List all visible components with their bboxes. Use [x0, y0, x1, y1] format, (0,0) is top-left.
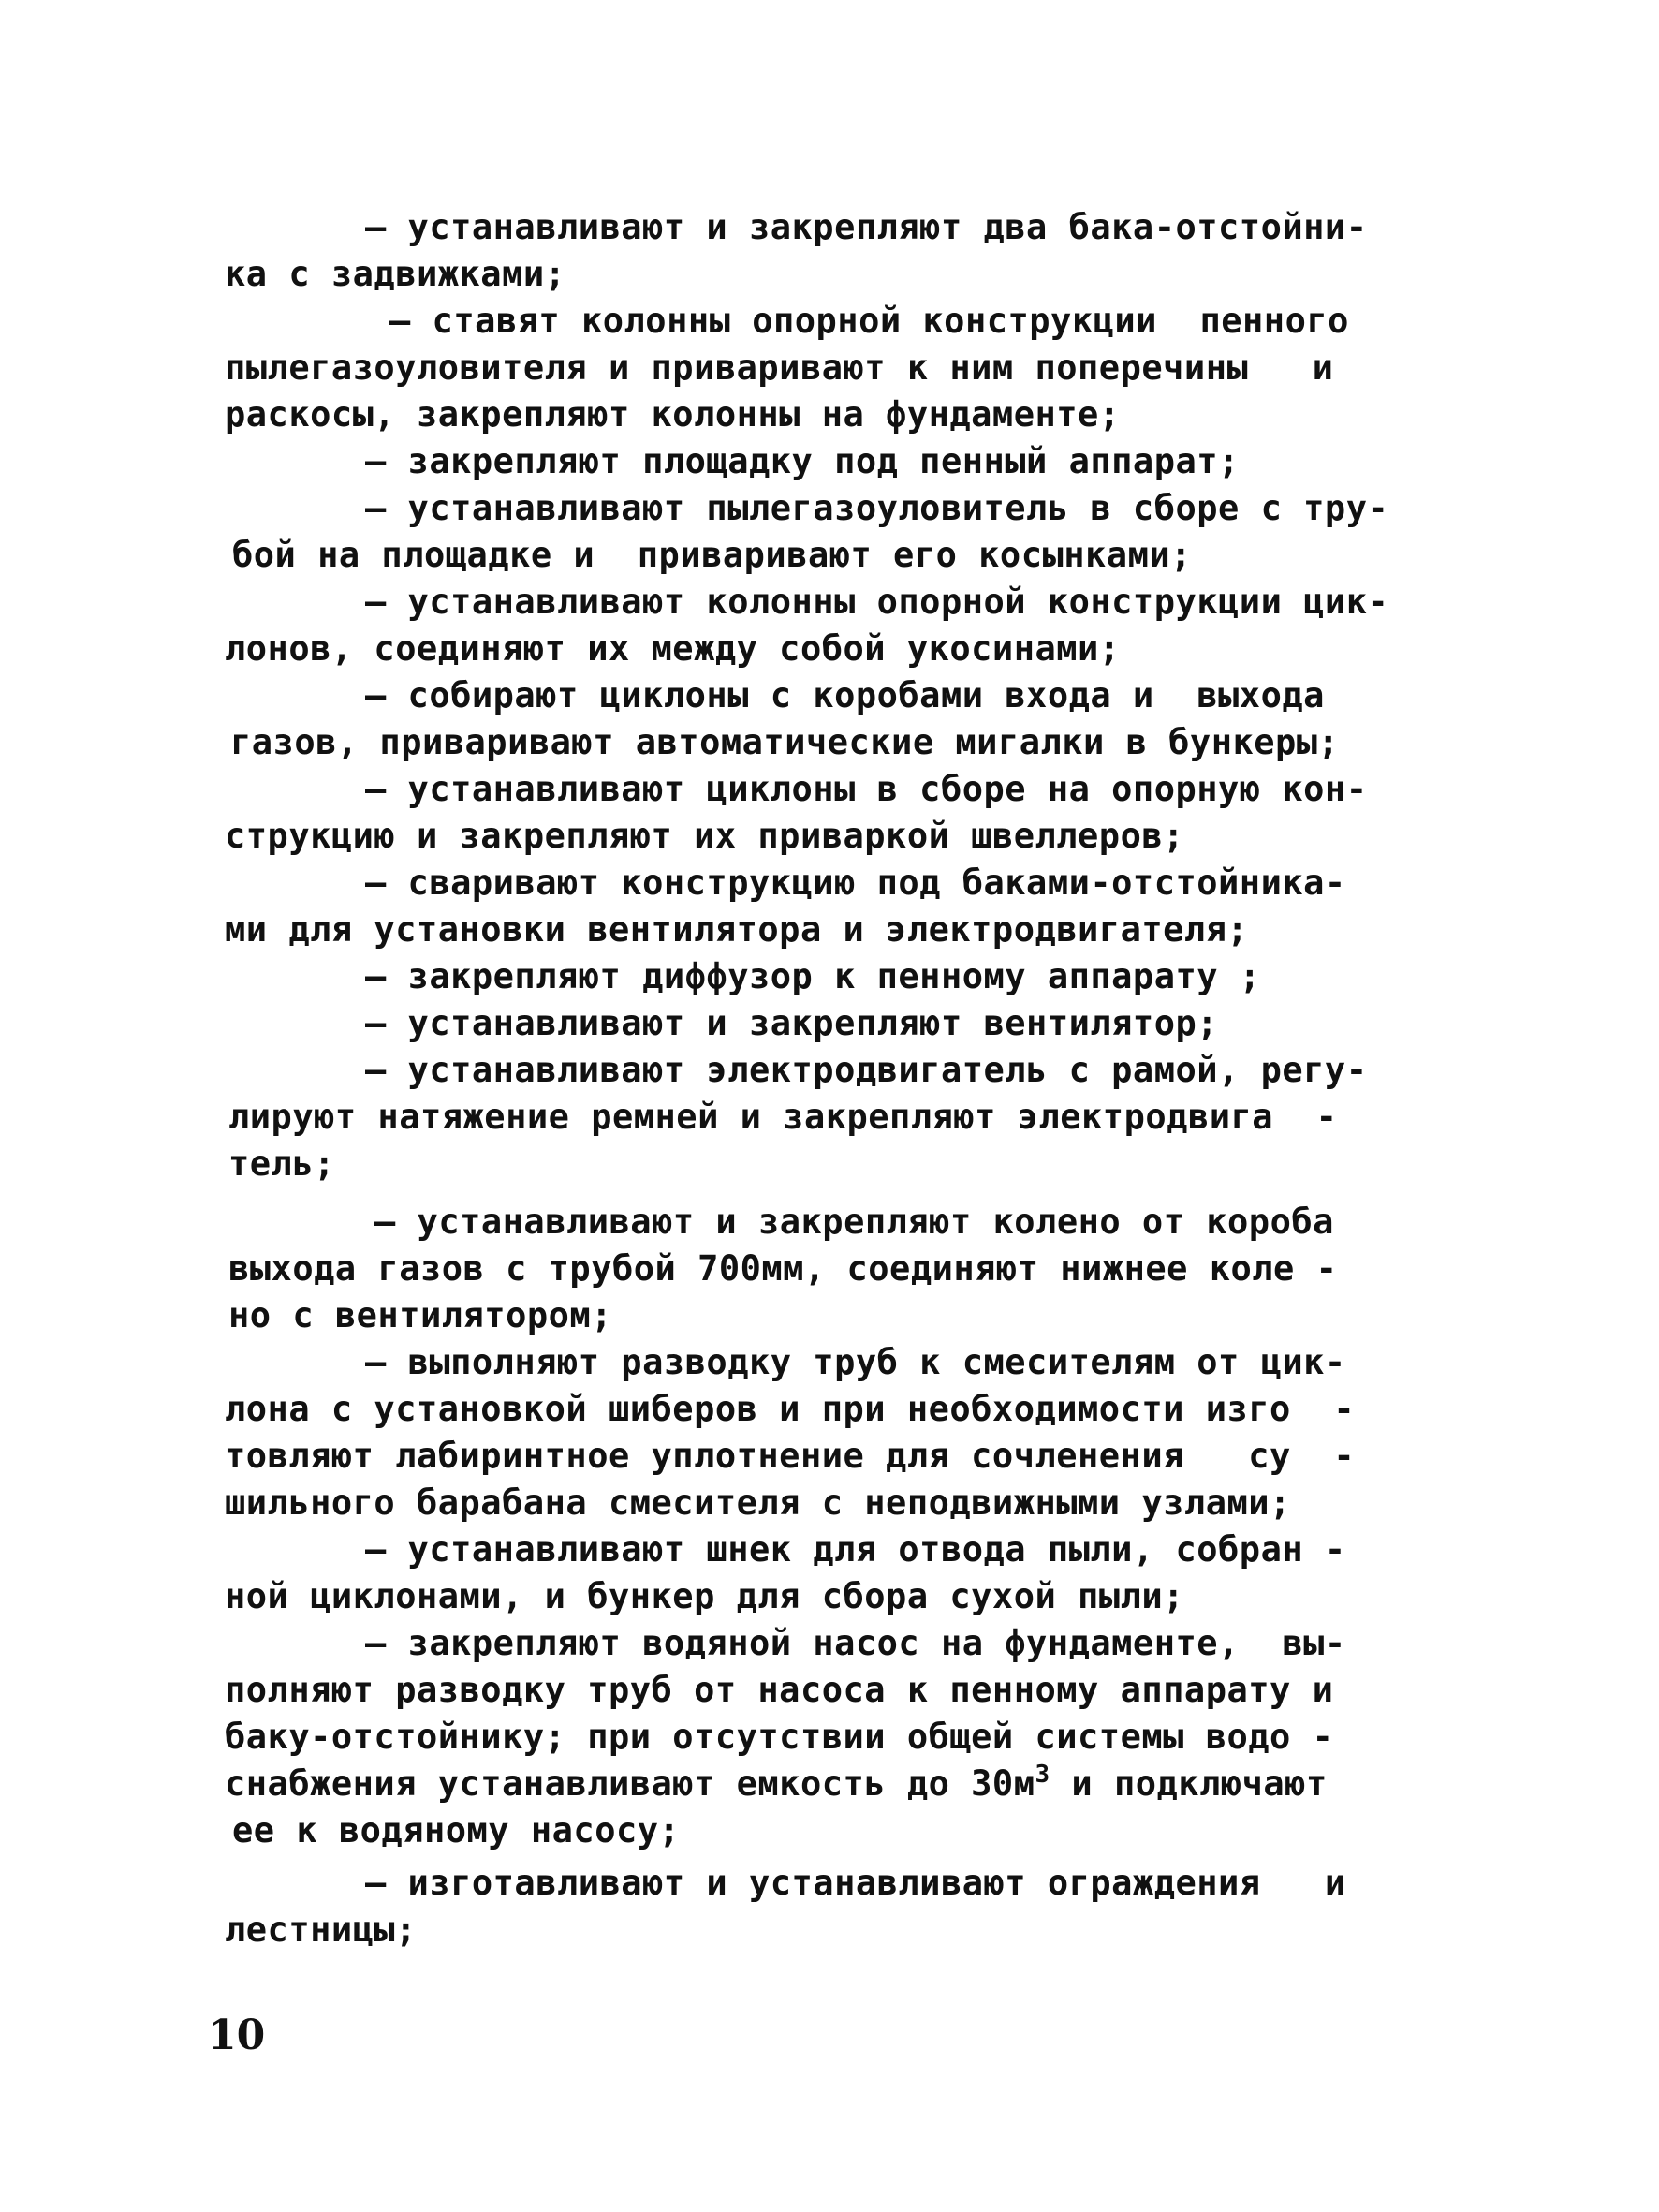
text-line: лестницы; [225, 1910, 417, 1950]
text-line: – закрепляют диффузор к пенному аппарату ; [365, 956, 1261, 996]
text-line: полняют разводку труб от насоса к пенному аппарату и [225, 1670, 1334, 1710]
superscript-exponent: 3 [1035, 1761, 1050, 1789]
text-line: лируют натяжение ремней и закрепляют электродвига - [228, 1097, 1338, 1137]
text-line: – сваривают конструкцию под баками-отстойника- [365, 863, 1346, 903]
text-line: – устанавливают пылегазоуловитель в сборе с тру- [365, 488, 1389, 528]
text-line: ми для установки вентилятора и электродвигателя; [225, 909, 1249, 950]
text-line: ее к водяному насосу; [232, 1810, 681, 1851]
text-line-with-superscript [225, 1761, 1328, 1807]
text-line: газов, приваривают автоматические мигалки в бункеры; [230, 722, 1340, 762]
text-line: – закрепляют водяной насос на фундаменте, вы- [365, 1623, 1346, 1663]
text-line: но с вентилятором; [228, 1295, 612, 1335]
text-line: – устанавливают колонны опорной конструкции цик- [365, 582, 1389, 622]
text-line: ной циклонами, и бункер для сбора сухой пыли; [225, 1576, 1184, 1616]
line-text-tail: и подключают [1050, 1763, 1328, 1804]
text-line: тель; [228, 1143, 335, 1184]
page-number: 10 [208, 2012, 266, 2059]
text-line: выхода газов с трубой 700мм, соединяют нижнее коле - [228, 1248, 1338, 1289]
line-text: снабжения устанавливают емкость до 30м [225, 1763, 1035, 1804]
text-line: – изготавливают и устанавливают ограждения и [365, 1863, 1346, 1903]
text-line: – выполняют разводку труб к смесителям от цик- [365, 1342, 1346, 1382]
text-line: – собирают циклоны с коробами входа и выхода [365, 675, 1325, 715]
text-line: – устанавливают и закрепляют два бака-отстойни- [365, 207, 1368, 247]
text-line: – устанавливают и закрепляют вентилятор; [365, 1003, 1219, 1043]
text-line: – устанавливают электродвигатель с рамой, регу- [365, 1050, 1368, 1090]
text-line: лонов, соединяют их между собой укосинами; [225, 628, 1121, 669]
text-line: товляют лабиринтное уплотнение для сочленения су - [225, 1436, 1356, 1476]
text-line: – устанавливают и закрепляют колено от короба [374, 1202, 1334, 1242]
text-line: пылегазоуловителя и приваривают к ним поперечины и [225, 347, 1334, 388]
text-line: – ставят колонны опорной конструкции пенного [389, 301, 1349, 341]
text-line: бой на площадке и приваривают его косынками; [232, 535, 1192, 575]
text-line: – закрепляют площадку под пенный аппарат; [365, 441, 1240, 481]
text-line: баку-отстойнику; при отсутствии общей системы водо - [225, 1717, 1334, 1757]
text-line: – устанавливают шнек для отвода пыли, собран - [365, 1529, 1346, 1570]
text-line: ка с задвижками; [225, 254, 566, 294]
text-line: раскосы, закрепляют колонны на фундаменте; [225, 394, 1121, 435]
text-line: струкцию и закрепляют их приваркой швеллеров; [225, 816, 1184, 856]
text-line: шильного барабана смесителя с неподвижными узлами; [225, 1482, 1291, 1523]
text-line: – устанавливают циклоны в сборе на опорную кон- [365, 769, 1368, 809]
text-line: лона с установкой шиберов и при необходимости изго - [225, 1389, 1356, 1429]
